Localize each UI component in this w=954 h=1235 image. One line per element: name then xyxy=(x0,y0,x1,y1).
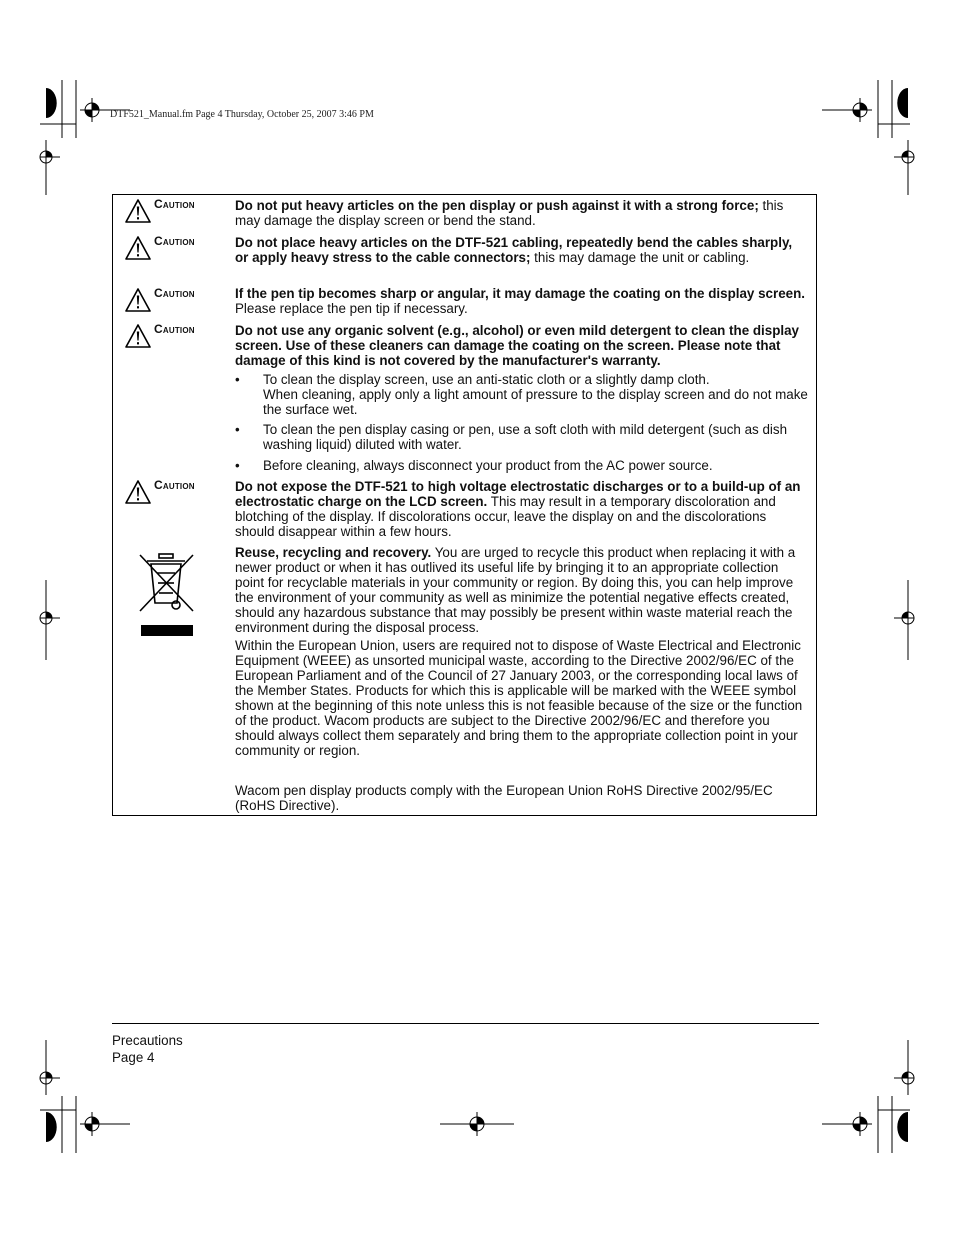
caution-label-1 xyxy=(125,199,195,223)
bullet-line: To clean the display screen, use an anti-static cloth or a slightly damp cloth. xyxy=(263,372,710,387)
caution-label-4 xyxy=(125,324,195,348)
caution-text: Caution xyxy=(154,322,195,336)
caution-message-2-normal: this may damage the unit or cabling. xyxy=(530,250,750,265)
caution-message-5-bold: Do not expose the DTF-521 to high voltage electrostatic discharges or to a build-up of an electrostatic charge on the LCD screen. xyxy=(235,479,801,509)
bullet-line: Before cleaning, always disconnect your product from the AC power source. xyxy=(263,458,713,473)
weee-paragraph-2: Within the European Union, users are required not to dispose of Waste Electrical and Electronic Equipment (WEEE) as unsorted municipal waste, according to the Directive 2002/96/EC of the European Parliament and of the Council of 27 January 2003, or the corresponding local laws of the Member States. Products for which this is applicable will be marked with the WEEE symbol shown at the beginning of this note unless this is not feasible because of the size or the function of the product. Wacom products are subject to the Directive 2002/96/EC and therefore you should always collect them separately and bring them to the appropriate collection point in your community or region. xyxy=(235,638,803,758)
bullet-line: When cleaning, apply only a light amount of pressure to the display screen and do not make the surface wet. xyxy=(263,387,808,417)
footer-rule xyxy=(112,1023,819,1024)
page-footer xyxy=(112,1032,183,1066)
caution-message-1 xyxy=(235,198,807,228)
caution-text: Caution xyxy=(154,286,195,300)
footer-page-number: Page 4 xyxy=(112,1050,155,1065)
caution-message-3-normal: Please replace the pen tip if necessary. xyxy=(235,301,468,316)
warning-triangle-icon xyxy=(125,480,151,504)
weee-heading: Reuse, recycling and recovery. xyxy=(235,545,432,560)
caution-message-4-bold: Do not use any organic solvent (e.g., alcohol) or even mild detergent to clean the display screen. Use of these cleaners can damage the coating on the screen. Please note that damage of this kind is not covered by the manufacturer's warranty. xyxy=(235,323,800,368)
bullet-dot: • xyxy=(235,422,240,437)
caution-message-3 xyxy=(235,286,807,316)
caution-message-2 xyxy=(235,235,807,265)
rohs-statement: Wacom pen display products comply with the European Union RoHS Directive 2002/95/EC (RoHS Directive). xyxy=(235,783,773,813)
caution-message-5 xyxy=(235,479,807,539)
list-item xyxy=(235,458,809,473)
caution-message-1-normal: this may damage the display screen or bend the stand. xyxy=(235,198,784,228)
weee-body: You are urged to recycle this product when replacing it with a newer product or when it has outlived its useful life by bringing it to an appropriate collection point for recyclable materials in your community or region. By doing this, you can help improve the environment of your community as well as minimize the potential negative effects created, should any hazardous substance that may possibly be present within waste material reach the environment during the disposal process. xyxy=(235,545,796,635)
print-header-file-info: DTF521_Manual.fm Page 4 Thursday, October 25, 2007 3:46 PM xyxy=(110,109,374,120)
list-item xyxy=(235,372,809,417)
cleaning-bullet-list xyxy=(235,372,809,478)
caution-message-2-bold: Do not place heavy articles on the DTF-521 cabling, repeatedly bend the cables sharply, or apply heavy stress to the cable connectors; xyxy=(235,235,793,265)
bullet-line: To clean the pen display casing or pen, use a soft cloth with mild detergent (such as dish washing liquid) diluted with water. xyxy=(263,422,788,452)
caution-text: Caution xyxy=(154,197,195,211)
caution-text: Caution xyxy=(154,234,195,248)
caution-message-4 xyxy=(235,323,807,368)
crossed-out-wheelie-bin-icon xyxy=(137,551,197,639)
caution-message-3-bold: If the pen tip becomes sharp or angular, it may damage the coating on the display screen. xyxy=(235,286,805,301)
caution-message-5-normal: This may result in a temporary discoloration and blotching of the display. If discolorations occur, leave the display on and the discolorations should disappear within a few hours. xyxy=(235,494,776,539)
bullet-dot: • xyxy=(235,372,240,387)
caution-text: Caution xyxy=(154,478,195,492)
caution-label-2 xyxy=(125,236,195,260)
caution-label-3 xyxy=(125,288,195,312)
weee-paragraph-1 xyxy=(235,545,807,635)
precautions-box xyxy=(112,194,817,816)
footer-section-name: Precautions xyxy=(112,1033,183,1048)
list-item xyxy=(235,422,809,452)
warning-triangle-icon xyxy=(125,236,151,260)
caution-label-5 xyxy=(125,480,195,504)
caution-message-1-bold: Do not put heavy articles on the pen display or push against it with a strong force; xyxy=(235,198,759,213)
warning-triangle-icon xyxy=(125,199,151,223)
bullet-dot: • xyxy=(235,458,240,473)
warning-triangle-icon xyxy=(125,288,151,312)
warning-triangle-icon xyxy=(125,324,151,348)
